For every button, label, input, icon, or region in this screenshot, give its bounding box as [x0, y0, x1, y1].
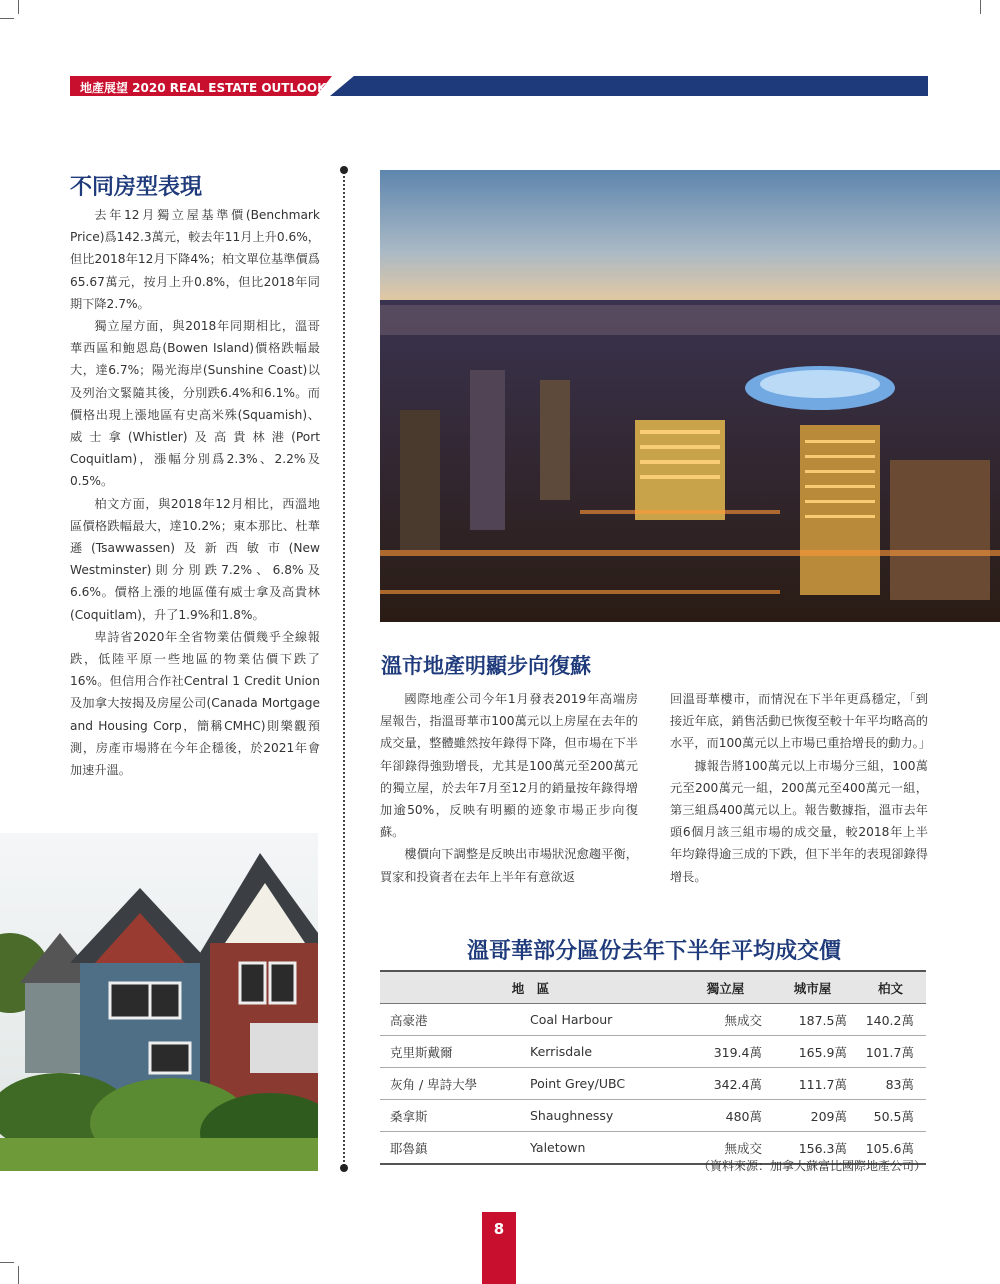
- divider-dot: [340, 166, 348, 174]
- column-divider: [343, 168, 345, 1170]
- condo-price: 50.5萬: [855, 1100, 926, 1132]
- table-row: [380, 1068, 926, 1100]
- right-paragraph: 國際地產公司今年1月發表2019年高端房屋報告，指溫哥華市100萬元以上房屋在去年的成交量，整體雖然按年錄得下降，但市場在下半年卻錄得強勁增長，尤其是100萬元至200萬元的獨立屋，於去年7月至12月的銷量按年錄得增加逾50%，反映有明顯的迹象市場正步向復蘇。: [380, 692, 638, 840]
- townhouse-price: 209萬: [770, 1100, 855, 1132]
- townhouse-price: 165.9萬: [770, 1036, 855, 1068]
- district-zh: 高豪港: [380, 1004, 529, 1036]
- crop-mark: [980, 0, 981, 14]
- townhouse-price: 156.3萬: [770, 1132, 855, 1165]
- condo-price: 101.7萬: [855, 1036, 926, 1068]
- right-article-col1: [380, 688, 638, 888]
- right-paragraph: 回溫哥華樓市，而情況在下半年更爲穩定，「到接近年底，銷售活動已恢復至較十年平均略高的水平，而100萬元以上市場已重拾增長的動力。」: [670, 692, 931, 751]
- page-number: 8: [493, 1220, 505, 1238]
- district-en: Point Grey/UBC: [529, 1068, 681, 1100]
- header-detached: 獨立屋: [681, 971, 770, 1004]
- table-title: 溫哥華部分區份去年下半年平均成交價: [466, 939, 841, 964]
- detached-price: 319.4萬: [681, 1036, 770, 1068]
- district-en: Shaughnessy: [529, 1100, 681, 1132]
- district-en: Kerrisdale: [529, 1036, 681, 1068]
- district-en: Yaletown: [529, 1132, 681, 1165]
- header-district: 地 區: [380, 971, 681, 1004]
- right-heading: 溫市地產明顯步向復蘇: [381, 654, 591, 678]
- header-title: 地產展望 2020 REAL ESTATE OUTLOOK: [80, 81, 327, 95]
- left-paragraph: 卑詩省2020年全省物業估價幾乎全線報跌，低陸平原一些地區的物業估價下跌了16%。但信用合作社Central 1 Credit Union及加拿大按揭及房屋公司(Canada Mortgage and Housing Corp，簡稱CMHC)則樂觀預測，房產市場將在今年企穩後，於2021年會加速升溫。: [70, 629, 320, 778]
- left-heading: 不同房型表現: [70, 175, 203, 200]
- crop-mark: [0, 1262, 14, 1263]
- city-photo: [380, 170, 1000, 622]
- table-source: （資料來源：加拿大蘇富比國際地產公司）: [697, 1159, 926, 1173]
- district-zh: 桑拿斯: [380, 1100, 529, 1132]
- left-paragraph: 獨立屋方面，與2018年同期相比，溫哥華西區和鮑恩島(Bowen Island)價格跌幅最大，達6.7%；陽光海岸(Sunshine Coast)以及列治文緊隨其後，分別跌6.4%和6.1%。而價格出現上漲地區有史高米殊(Squamish)、威士拿(Whistler)及高貴林港(Port Coquitlam)，漲幅分別爲2.3%、2.2%及0.5%。: [70, 319, 320, 489]
- detached-price: 無成交: [681, 1004, 770, 1036]
- right-paragraph: 據報告將100萬元以上市場分三組，100萬元至200萬元一組，200萬元至400萬元一組，第三組爲400萬元以上。報告數據指，溫市去年頭6個月該三組市場的成交量，較2018年上半年均錄得逾三成的下跌，但下半年的表現卻錄得增長。: [670, 758, 928, 884]
- left-article: [70, 204, 320, 781]
- header-townhouse: 城市屋: [770, 971, 855, 1004]
- table-row: [380, 1100, 926, 1132]
- district-zh: 灰角 / 卑詩大學: [380, 1068, 529, 1100]
- district-zh: 耶魯鎮: [380, 1132, 529, 1165]
- header-blue-bar: [330, 76, 928, 96]
- houses-photo: [0, 833, 318, 1171]
- right-article-col2: [670, 688, 931, 888]
- crop-mark: [0, 18, 14, 19]
- header-condo: 柏文: [855, 971, 926, 1004]
- district-zh: 克里斯戴爾: [380, 1036, 529, 1068]
- left-paragraph: 柏文方面，與2018年12月相比，西溫地區價格跌幅最大，達10.2%；東本那比、杜華遜(Tsawwassen)及新西敏市(New Westminster)則分別跌7.2%、6.8%及6.6%。價格上漲的地區僅有威士拿及高貴林(Coquitlam)，升了1.9%和1.8%。: [70, 496, 320, 622]
- left-paragraph: 去年12月獨立屋基準價(Benchmark Price)爲142.3萬元，較去年11月上升0.6%，但比2018年12月下降4%；柏文單位基準價爲65.67萬元，按月上升0.8%，但比2018年同期下降2.7%。: [70, 208, 320, 311]
- crop-mark: [18, 0, 19, 14]
- detached-price: 無成交: [681, 1132, 770, 1165]
- detached-price: 480萬: [681, 1100, 770, 1132]
- divider-dot: [340, 1164, 348, 1172]
- price-table: [380, 970, 926, 1165]
- table-header-row: [380, 971, 926, 1004]
- townhouse-price: 111.7萬: [770, 1068, 855, 1100]
- right-paragraph: 樓價向下調整是反映出市場狀況愈趨平衡，買家和投資者在去年上半年有意欲返: [380, 847, 638, 884]
- detached-price: 342.4萬: [681, 1068, 770, 1100]
- condo-price: 140.2萬: [855, 1004, 926, 1036]
- townhouse-price: 187.5萬: [770, 1004, 855, 1036]
- condo-price: 105.6萬: [855, 1132, 926, 1165]
- table-row: [380, 1004, 926, 1036]
- crop-mark: [18, 1266, 19, 1284]
- table-row: [380, 1036, 926, 1068]
- district-en: Coal Harbour: [529, 1004, 681, 1036]
- condo-price: 83萬: [855, 1068, 926, 1100]
